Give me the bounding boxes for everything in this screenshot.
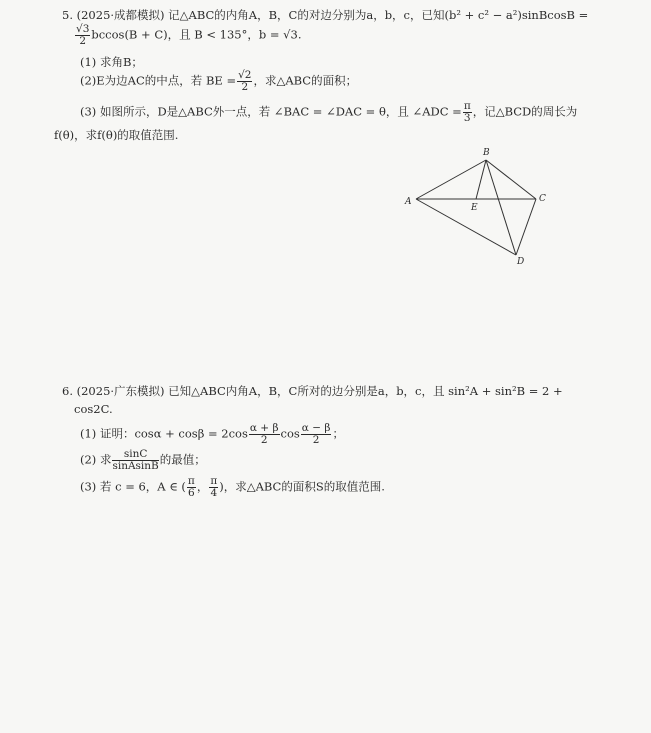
label-E: E xyxy=(471,203,478,213)
fraction-pi-over-4: $\frac{\pi}{4}$ xyxy=(210,475,218,499)
fraction-alpha-plus-beta-over-2: $\frac{\alpha + \beta}{2}$ xyxy=(249,422,279,446)
problem5-part1: (1) 求角B； xyxy=(80,55,143,69)
label-D: D xyxy=(517,257,525,267)
segment-BC xyxy=(486,160,536,199)
problem6-part2: (2) 求 $\frac{\sin C}{\text{sinAsinB}}$ 的最值； xyxy=(80,448,206,472)
geometry-figure xyxy=(398,143,558,268)
segment-BE xyxy=(476,160,486,199)
fraction-pi-over-3: $\frac{\pi}{3}$ xyxy=(463,100,471,124)
fraction-pi-over-6: $\frac{\pi}{6}$ xyxy=(187,475,195,499)
segment-CD xyxy=(516,199,536,255)
problem5-part3-line2: f(θ)，求f(θ)的取值范围. xyxy=(54,128,179,142)
problem5-part3: (3) 如图所示，D是△ABC外一点，若 ∠BAC = ∠DAC = θ，且 ∠ADC = $\frac{\pi}{3}$ ，记△BCD的周长为 xyxy=(80,100,578,124)
problem6-part1: (1) 证明：cosα + cosβ = 2cos $\frac{\alpha + \beta}{2}$ cos $\frac{\alpha - \beta}{2}$ ； xyxy=(80,422,344,446)
label-B: B xyxy=(483,148,490,158)
fraction-alpha-minus-beta-over-2: $\frac{\alpha - \beta}{2}$ xyxy=(301,422,331,446)
problem5-line1: 5. (2025·成都模拟) 记△ABC的内角A，B，C的对边分别为a，b，c，已知(b² + c² − a²)sinBcosB = xyxy=(62,8,589,22)
problem5-line2: $\frac{√3}{2}$ bccos(B + C)，且 B < 135°，b = √3. xyxy=(76,23,302,47)
problem6-part3: (3) 若 c = 6，A ∈ ( $\frac{\pi}{6}$ ， $\frac{\pi}{4}$ )，求△ABC的面积S的取值范围. xyxy=(80,475,385,499)
label-C: C xyxy=(539,194,546,204)
fraction-sinC-over-sinAsinB: $\frac{\sin C}{\text{sinAsinB}}$ xyxy=(112,448,159,472)
fraction-sqrt3-over-2: $\frac{√3}{2}$ xyxy=(76,23,90,47)
fraction-sqrt2-over-2: $\frac{√2}{2}$ xyxy=(238,69,252,93)
problem6-line1: 6. (2025·广东模拟) 已知△ABC内角A，B，C所对的边分别是a，b，c，且 sin²A + sin²B = 2 + xyxy=(62,384,563,398)
label-A: A xyxy=(405,197,412,207)
problem5-part2: (2)E为边AC的中点，若 BE = $\frac{√2}{2}$ ，求△ABC的面积； xyxy=(80,69,358,93)
segment-AB xyxy=(416,160,486,199)
problem6-line2: cos2C. xyxy=(74,402,113,416)
